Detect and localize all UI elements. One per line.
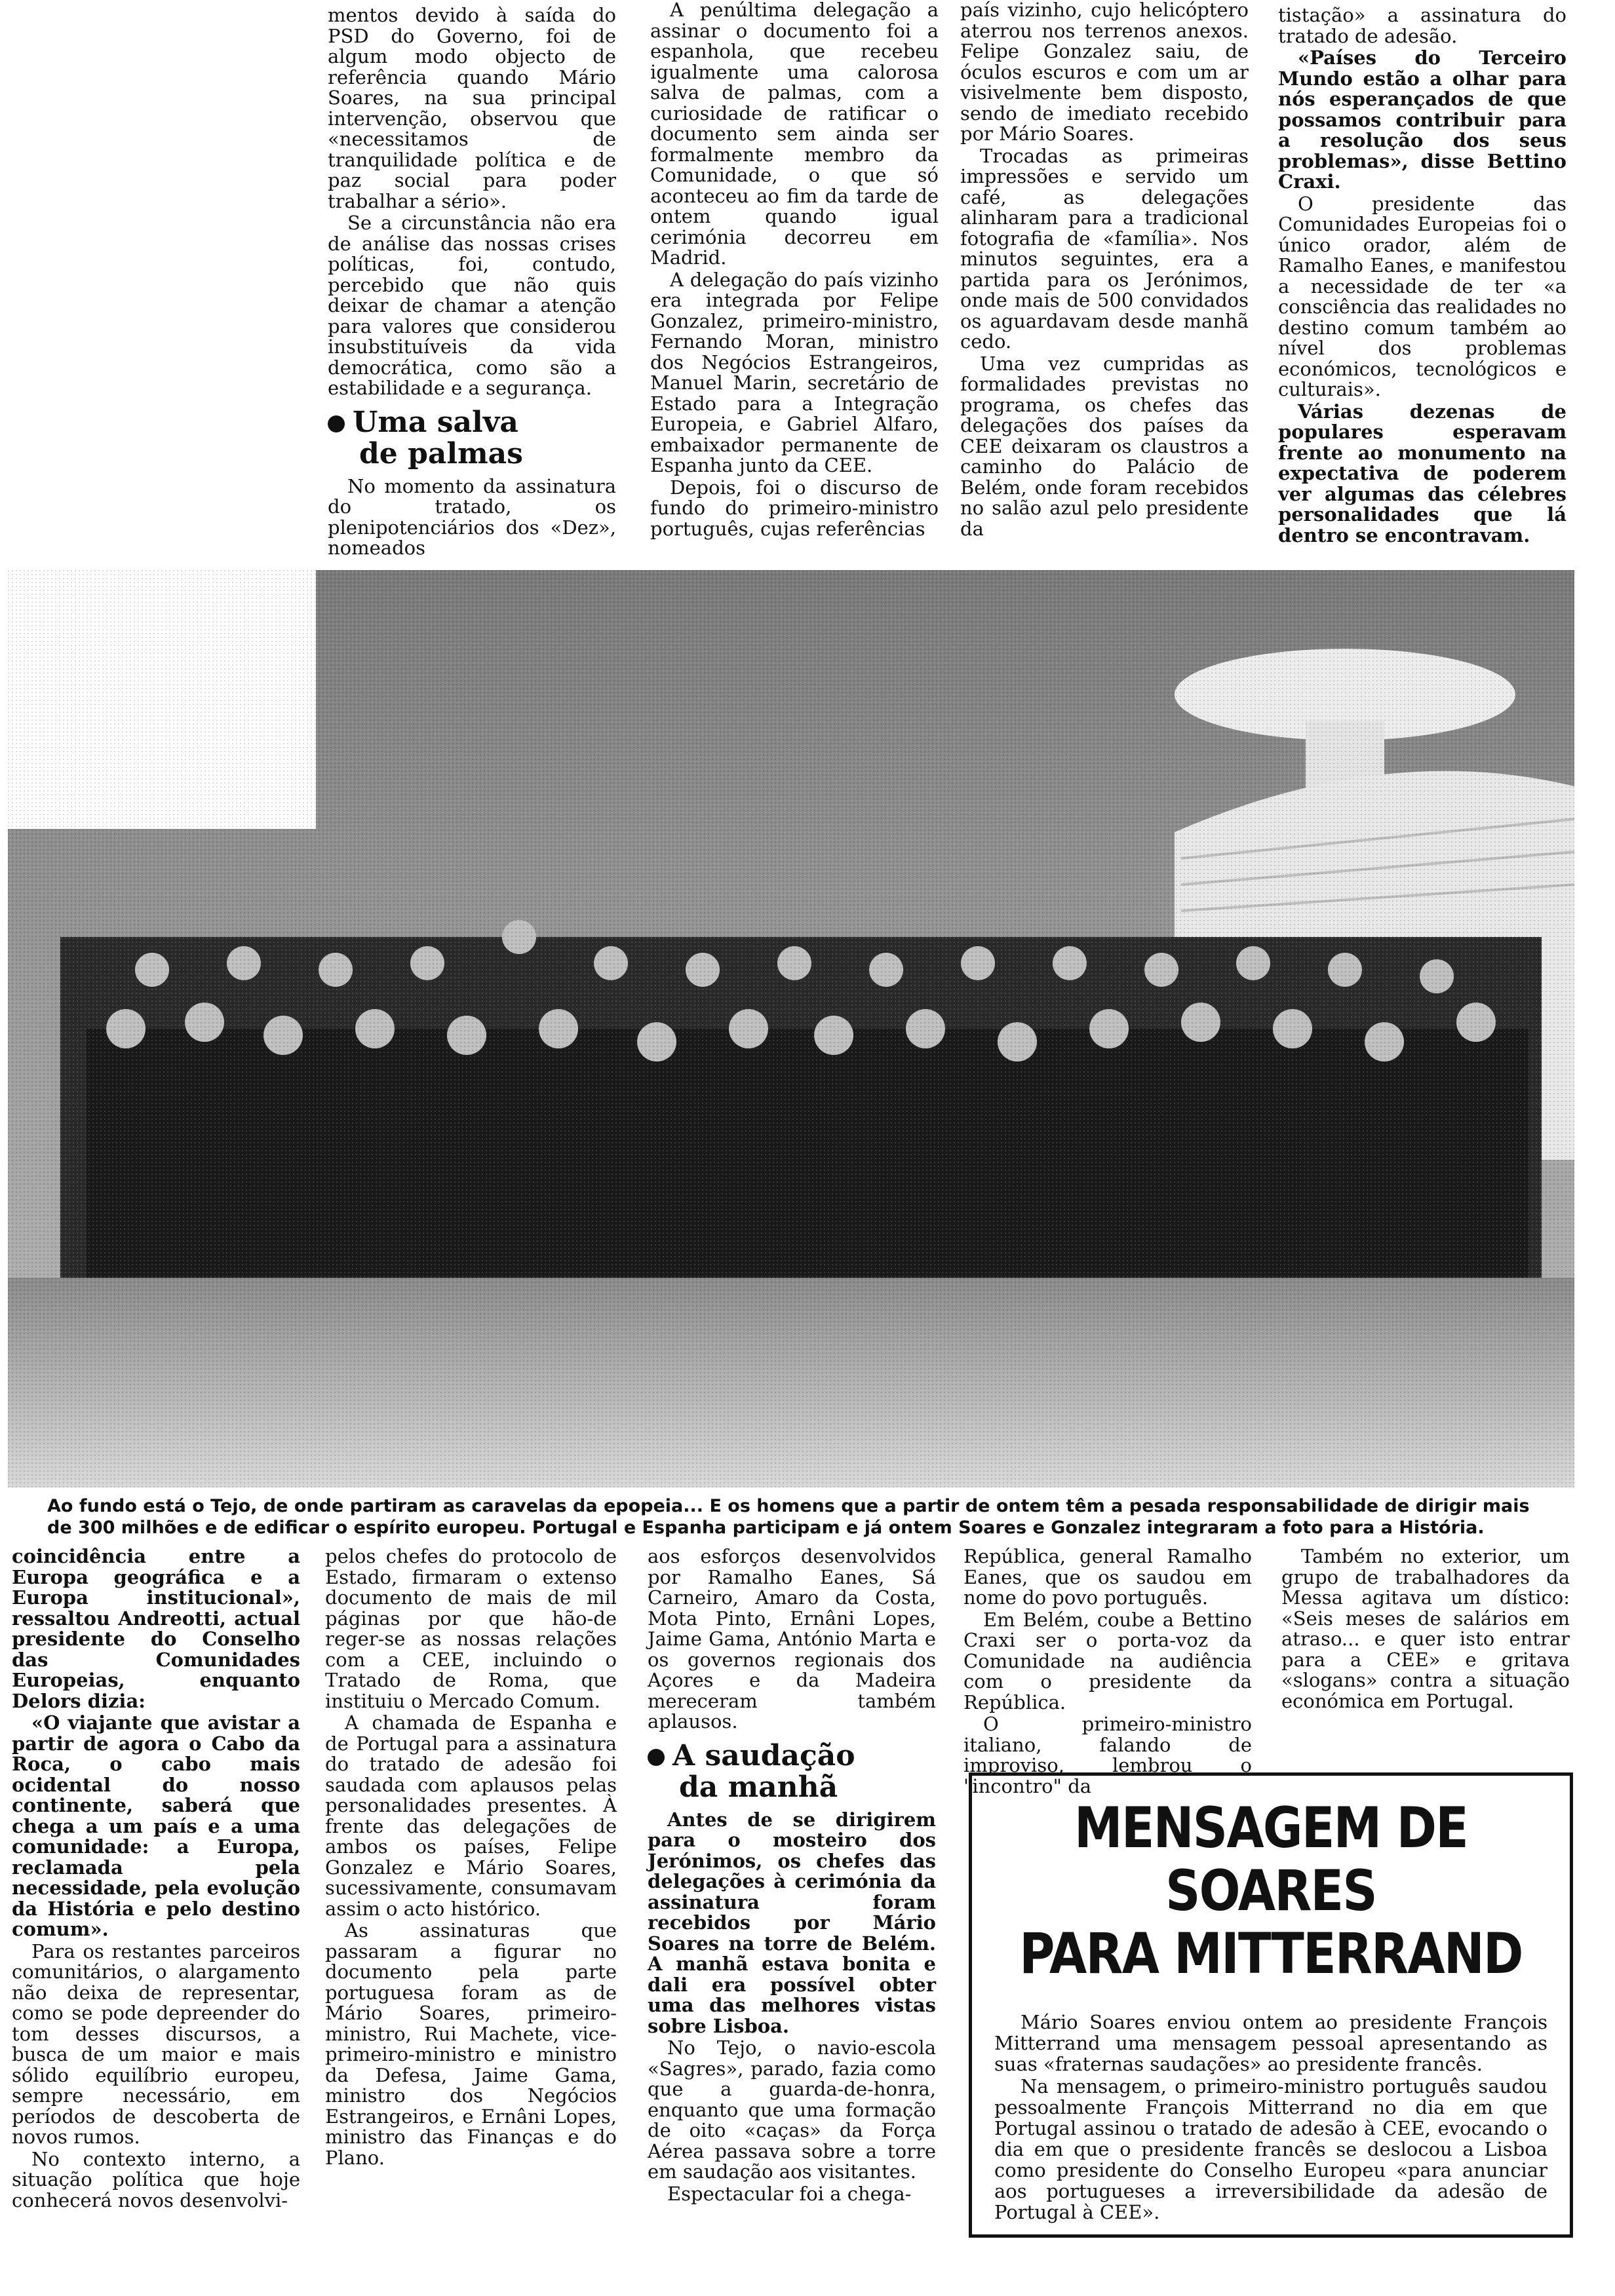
- subheading-uma-salva: Uma salva de palmas: [328, 407, 616, 470]
- bottom-column-5: [1281, 1546, 1570, 1743]
- paragraph: No contexto interno, a situação política que hoje conhecerá novos desenvolvi-: [12, 2147, 300, 2211]
- group-photo: [8, 570, 1574, 1487]
- paragraph: «Países do Terceiro Mundo estão a olhar para nós esperançados de que possamos contribuir para a resolução dos seus problemas», disse Bettino Craxi.: [1278, 47, 1566, 193]
- top-column-1: [328, 5, 616, 565]
- paragraph: No momento da assinatura do tratado, os plenipotenciários dos «Dez», nomeados: [328, 474, 616, 559]
- paragraph: tistação» a assinatura do tratado de adesão.: [1278, 4, 1566, 47]
- top-column-3: [960, 0, 1249, 565]
- paragraph: A chamada de Espanha e de Portugal para a assinatura do tratado de adesão foi saudada com aplausos pelas personalidades presentes. À frente das delegações de ambos os países, Felipe Gonzalez e Mário Soares, sucessivamente, consumavam assim o acto histórico.: [325, 1712, 617, 1920]
- paragraph: As assinaturas que passaram a figurar no documento pela parte portuguesa foram as de Mário Soares, primeiro-ministro, Rui Machete, vice-primeiro-ministro e ministro da Defesa, Jaime Gama, ministro dos Negócios Estrangeiros, e Ernâni Lopes, ministro das Finanças e do Plano.: [325, 1919, 617, 2169]
- paragraph: Para os restantes parceiros comunitários, o alargamento não deixa de representar, como se pode depreender do tom desses discursos, a busca de um maior e mais sólido equilíbrio europeu, sempre necessário, em períodos de descoberta de novos rumos.: [12, 1940, 300, 2148]
- bottom-column-4: [963, 1545, 1252, 1797]
- paragraph: Na mensagem, o primeiro-ministro português saudou pessoalmente François Mitterrand no dia em que Portugal assinou o tratado de adesão à CEE, evocando o dia em que o presidente francês se deslocou a Lisboa como presidente do Conselho Europeu «para anunciar aos portugueses a irreversibilidade da adesão de Portugal à CEE».: [994, 2075, 1547, 2223]
- paragraph: No Tejo, o navio-escola «Sagres», parado, fazia como que a guarda-de-honra, enquanto que uma formação de oito «caças» da Força Aérea passava sobre a torre em saudação aos visitantes.: [648, 2037, 936, 2183]
- paragraph: República, general Ramalho Eanes, que os saudou em nome do povo português.: [963, 1545, 1252, 1609]
- paragraph: Várias dezenas de populares esperavam frente ao monumento na expectativa de poderem ver algumas das célebres personalidades que lá dentro se encontravam.: [1278, 400, 1566, 546]
- top-column-4: [1278, 5, 1566, 582]
- paragraph: mentos devido à saída do PSD do Governo, foi de algum modo objecto de referência quando Mário Soares, na sua principal intervenção, observou que «necessitamos de tranquilidade política e de paz social para poder trabalhar a sério».: [328, 4, 616, 212]
- bullet-icon: [648, 1749, 665, 1766]
- paragraph: coincidência entre a Europa geográfica e a Europa institucional», ressaltou Andreotti, actual presidente do Conselho das Comunidades Europeias, enquanto Delors dizia:: [12, 1545, 300, 1712]
- paragraph: aos esforços desenvolvidos por Ramalho Eanes, Sá Carneiro, Amaro da Costa, Mota Pinto, Ernâni Lopes, Jaime Gama, António Marta e os governos regionais dos Açores e da Madeira mereceram também aplausos.: [648, 1545, 936, 1732]
- bottom-column-1: [12, 1546, 300, 2290]
- paragraph: Antes de se dirigirem para o mosteiro dos Jerónimos, os chefes das delegações à cerimónia da assinatura foram recebidos por Mário Soares na torre de Belém. A manhã estava bonita e dali era possível obter uma das melhores vistas sobre Lisboa.: [648, 1808, 936, 2037]
- paragraph: Em Belém, coube a Bettino Craxi ser o porta-voz da Comunidade na audiência com o presidente da República.: [963, 1608, 1252, 1713]
- paragraph: Trocadas as primeiras impressões e servido um café, as delegações alinharam para a tradicional fotografia de «família». Nos minutos seguintes, era a partida para os Jerónimos, onde mais de 500 convidados os aguardavam desde manhã cedo.: [960, 144, 1249, 353]
- group-photo-image: [8, 570, 1574, 1487]
- paragraph: A penúltima delegação a assinar o documento foi a espanhola, que recebeu igualmente uma calorosa salva de palmas, com a curiosidade de ratificar o documento sem ainda ser formalmente membro da Comunidade, o que só aconteceu ao fim da tarde de ontem quando igual cerimónia decorreu em Madrid.: [650, 0, 939, 269]
- photo-caption: Ao fundo está o Tejo, de onde partiram as caravelas da epopeia... E os homens que a partir de ontem têm a pesada responsabilidade de dirigir mais de 300 milhões e de edificar o espírito europeu. Portugal e Espanha participam e já ontem Soares e Gonzalez integraram a foto para a História.: [47, 1496, 1530, 1538]
- paragraph: O presidente das Comunidades Europeias foi o único orador, além de Ramalho Eanes, e manifestou a necessidade de ter «a consciência das realidades no destino comum também ao nível dos problemas económicos, tecnológicos e culturais».: [1278, 192, 1566, 400]
- paragraph: Se a circunstância não era de análise das nossas crises políticas, foi, contudo, percebido que não quis deixar de chamar a atenção para valores que considerou insubstituíveis da vida democrática, como são a estabilidade e a segurança.: [328, 212, 616, 399]
- boxed-article: [969, 1772, 1573, 2238]
- boxed-article-body: [994, 2012, 1547, 2223]
- paragraph: Também no exterior, um grupo de trabalhadores da Messa agitava um dístico: «Seis meses de salários em atraso... e quer isto entrar para a CEE» e gritava «slogans» contra a situação económica em Portugal.: [1281, 1545, 1570, 1712]
- paragraph: O primeiro-ministro italiano, falando de improviso, lembrou o "incontro" da: [963, 1713, 1252, 1797]
- paragraph: pelos chefes do protocolo de Estado, firmaram o extenso documento de mais de mil páginas por que hão-de reger-se as nossas relações com a CEE, incluindo o Tratado de Roma, que instituiu o Mercado Comum.: [325, 1545, 617, 1712]
- subheading-a-saudacao: A saudação da manhã: [648, 1740, 936, 1803]
- paragraph: Espectacular foi a chega-: [667, 2182, 912, 2205]
- paragraph: país vizinho, cujo helicóptero aterrou nos terrenos anexos. Felipe Gonzalez saiu, de óculos escuros e com um ar visivelmente bem disposto, sendo de imediato recebido por Mário Soares.: [960, 0, 1249, 145]
- paragraph: Depois, foi o discurso de fundo do primeiro-ministro português, cujas referências: [650, 476, 939, 540]
- paragraph: Uma vez cumpridas as formalidades previstas no programa, os chefes das delegações dos países da CEE deixaram os claustros a caminho do Palácio de Belém, onde foram recebidos no salão azul pelo presidente da: [960, 352, 1249, 540]
- paragraph: Mário Soares enviou ontem ao presidente François Mitterrand uma mensagem pessoal apresentando as suas «fraternas saudações» ao presidente francês.: [994, 2011, 1547, 2075]
- bottom-column-2: [325, 1546, 617, 2290]
- bullet-icon: [328, 415, 345, 432]
- paragraph: «O viajante que avistar a partir de agora o Cabo da Roca, o cabo mais ocidental do nosso continente, saberá que chega a um país e a uma comunidade: a Europa, reclamada pela necessidade, pela evolução da História e pelo destino comum».: [12, 1712, 300, 1940]
- top-column-2: [650, 0, 939, 565]
- paragraph: A delegação do país vizinho era integrada por Felipe Gonzalez, primeiro-ministro, Fernando Moran, ministro dos Negócios Estrangeiros, Manuel Marin, secretário de Estado para a Integração Europeia, e Gabriel Alfaro, embaixador permanente de Espanha junto da CEE.: [650, 268, 939, 476]
- bottom-column-3: [648, 1546, 936, 2290]
- boxed-article-title: MENSAGEM DE SOARES PARA MITTERRAND: [1019, 1795, 1523, 1987]
